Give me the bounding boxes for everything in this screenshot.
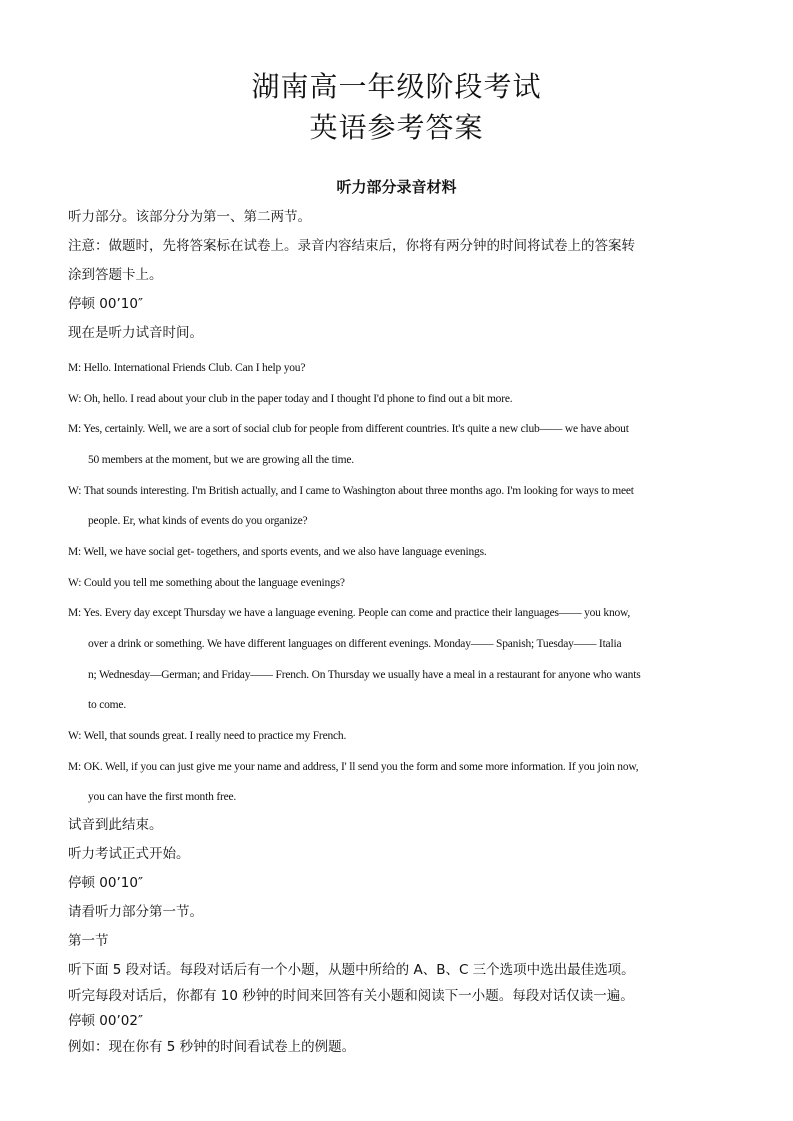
outro-line: 请看听力部分第一节。 bbox=[68, 904, 203, 920]
section-heading: 听力部分录音材料 bbox=[336, 178, 457, 196]
dialogue-line: M: Yes. Every day except Thursday we have a language evening. People can come and practice their languages—— you know, bbox=[68, 607, 631, 619]
dialogue-line: over a drink or something. We have different languages on different evenings. Monday—— Spanish; Tuesday—— Italia bbox=[88, 638, 622, 650]
dialogue-line: W: That sounds interesting. I'm British actually, and I came to Washington about three months ago. I'm looking for ways to meet bbox=[68, 485, 634, 497]
instruction-line: 例如：现在你有 5 秒钟的时间看试卷上的例题。 bbox=[68, 1039, 356, 1055]
instruction-line: 听完每段对话后，你都有 10 秒钟的时间来回答有关小题和阅读下一小题。每段对话仅读一遍。 bbox=[68, 988, 634, 1004]
outro-line: 试音到此结束。 bbox=[68, 817, 163, 833]
section-label: 第一节 bbox=[68, 933, 109, 949]
intro-line: 听力部分。该部分分为第一、第二两节。 bbox=[68, 209, 311, 225]
dialogue-line: you can have the first month free. bbox=[88, 791, 237, 803]
instruction-line: 听下面 5 段对话。每段对话后有一个小题，从题中所给的 A、B、C 三个选项中选出最佳选项。 bbox=[68, 962, 635, 978]
dialogue-line: W: Oh, hello. I read about your club in the paper today and I thought I'd phone to find out a bit more. bbox=[68, 393, 513, 405]
dialogue-line: M: Hello. International Friends Club. Can I help you? bbox=[68, 362, 306, 374]
dialogue-line: n; Wednesday—German; and Friday—— French. On Thursday we usually have a meal in a restaurant for anyone who wants bbox=[88, 669, 641, 681]
dialogue-line: people. Er, what kinds of events do you organize? bbox=[88, 515, 308, 527]
dialogue-line: M: OK. Well, if you can just give me your name and address, I' ll send you the form and some more information. If you join now, bbox=[68, 761, 639, 773]
pause-line: 停顿 00’02″ bbox=[68, 1013, 143, 1029]
outro-line: 听力考试正式开始。 bbox=[68, 846, 190, 862]
pause-line: 停顿 00’10″ bbox=[68, 296, 143, 312]
dialogue-line: M: Yes, certainly. Well, we are a sort of social club for people from different countries. It's quite a new club—— we have about bbox=[68, 423, 629, 435]
intro-line: 现在是听力试音时间。 bbox=[68, 325, 203, 341]
dialogue-line: 50 members at the moment, but we are growing all the time. bbox=[88, 454, 354, 466]
dialogue-line: to come. bbox=[88, 699, 126, 711]
intro-line: 注意：做题时，先将答案标在试卷上。录音内容结束后，你将有两分钟的时间将试卷上的答案转 bbox=[68, 238, 635, 254]
dialogue-line: W: Well, that sounds great. I really need to practice my French. bbox=[68, 730, 347, 742]
pause-line: 停顿 00’10″ bbox=[68, 875, 143, 891]
dialogue-line: W: Could you tell me something about the language evenings? bbox=[68, 577, 345, 589]
document-title: 湖南高一年级阶段考试 bbox=[251, 70, 542, 103]
document-subtitle: 英语参考答案 bbox=[309, 111, 484, 144]
dialogue-line: M: Well, we have social get- togethers, and sports events, and we also have language evenings. bbox=[68, 546, 487, 558]
intro-line: 涂到答题卡上。 bbox=[68, 267, 163, 283]
